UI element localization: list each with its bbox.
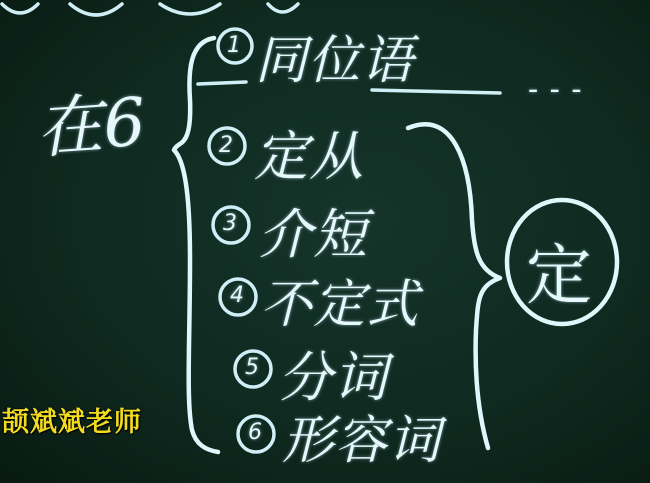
top-scribble-4 [268,4,298,12]
item-2-text: 定从 [254,125,364,188]
item-5-text: 分词 [278,346,388,409]
item-4-text: 不定式 [260,275,420,335]
teacher-watermark: 颉斌斌老师 [2,407,142,438]
item-6-number: 6 [248,420,262,445]
item-6-text: 形容词 [282,411,442,471]
item-3-number: 3 [223,211,237,236]
underline-1 [198,82,246,84]
top-scribble-1 [2,4,38,13]
ellipsis: - - - [528,72,583,107]
item-1-number: 1 [227,33,241,58]
top-scribble-3 [160,4,220,14]
item-3-text: 介短 [258,203,368,266]
top-scribble-2 [70,4,122,15]
item-4-number: 4 [230,283,244,308]
item-1-text: 同位语 [255,31,415,91]
item-2-number: 2 [219,133,233,158]
title-label: 在6 [33,83,149,168]
left-brace [174,38,218,452]
circled-label: 定 [526,237,593,314]
item-5-number: 5 [245,355,259,380]
